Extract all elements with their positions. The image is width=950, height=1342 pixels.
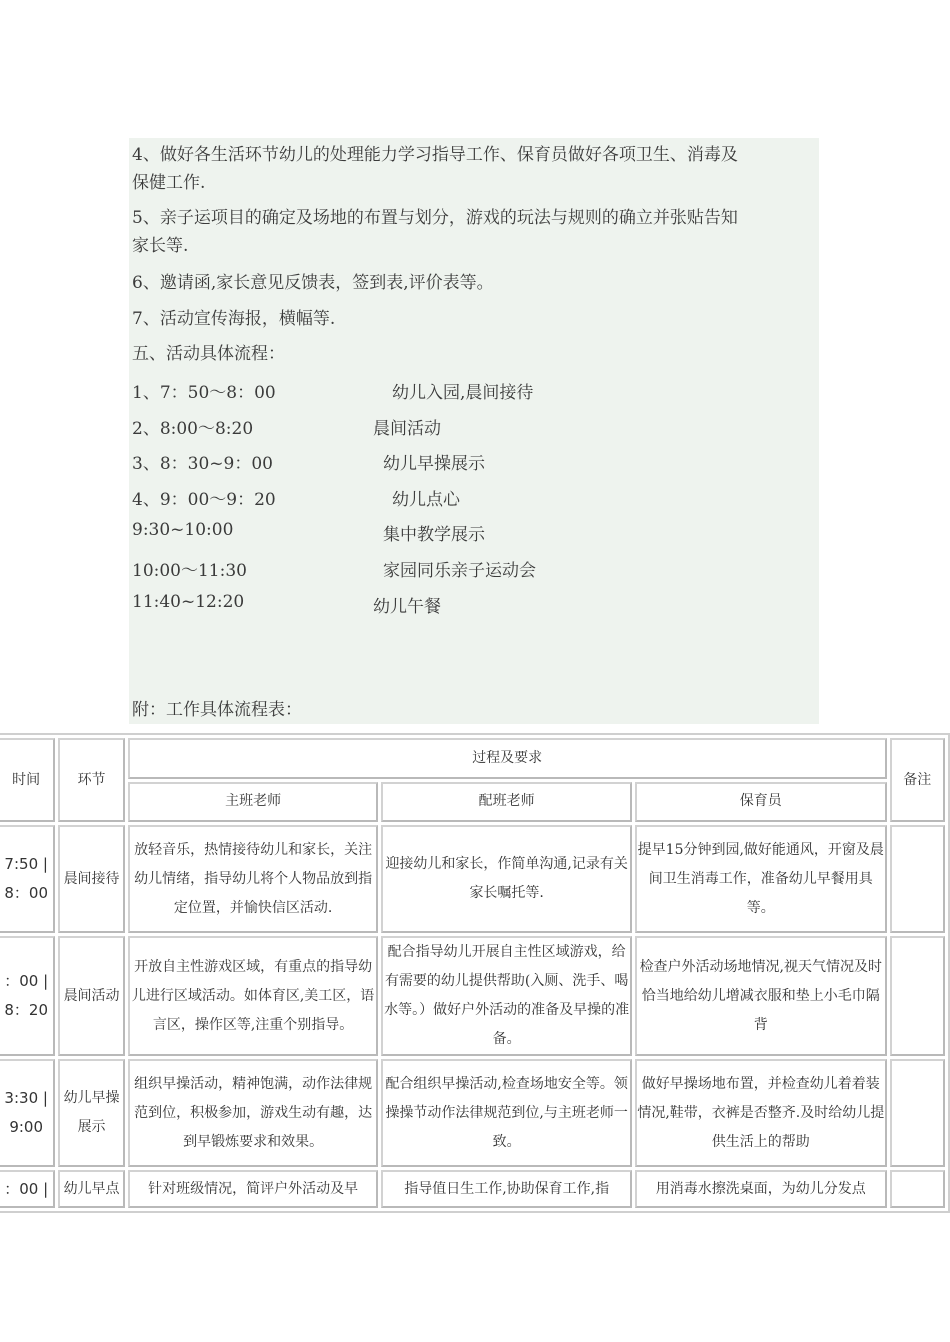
paragraph-line: 5、亲子运项目的确定及场地的布置与划分，游戏的玩法与规则的确立并张贴告知 xyxy=(132,208,738,228)
paragraph-line: 7、活动宣传海报，横幅等. xyxy=(132,309,336,329)
schedule-activity: 家园同乐亲子运动会 xyxy=(383,561,536,581)
row-main-teacher: 开放自主性游戏区域，有重点的指导幼儿进行区域活动。如体育区,美工区，语言区，操作区等,注重个别指导。 xyxy=(128,936,379,1056)
row-time: 7:50 | 8：00 xyxy=(0,825,55,933)
schedule-time: 4、9：00～9：20 xyxy=(132,490,276,510)
row-time: 3:30 | 9:00 xyxy=(0,1059,55,1167)
section-heading: 五、活动具体流程： xyxy=(132,344,285,364)
header-remark: 备注 xyxy=(890,738,945,822)
schedule-time: 3、8：30~9：00 xyxy=(132,454,273,474)
table-subheader-row xyxy=(0,782,945,823)
schedule-activity: 幼儿点心 xyxy=(392,490,460,510)
schedule-time: 11:40~12:20 xyxy=(132,592,245,612)
row-remark xyxy=(890,1059,945,1167)
document-text-block xyxy=(129,138,819,724)
paragraph-line: 家长等. xyxy=(132,236,189,256)
row-assist-teacher: 迎接幼儿和家长，作简单沟通,记录有关家长嘱托等. xyxy=(381,825,632,933)
paragraph-line: 4、做好各生活环节幼儿的处理能力学习指导工作、保育员做好各项卫生、消毒及 xyxy=(132,145,738,165)
schedule-activity: 幼儿早操展示 xyxy=(383,454,485,474)
row-main-teacher: 组织早操活动，精神饱满，动作法律规范到位，积极参加，游戏生动有趣，达到早锻炼要求和效果。 xyxy=(128,1059,379,1167)
header-caregiver: 保育员 xyxy=(635,782,887,823)
schedule-activity: 集中教学展示 xyxy=(383,525,485,545)
paragraph-line: 6、邀请函,家长意见反馈表，签到表,评价表等。 xyxy=(132,273,494,293)
row-stage: 晨间活动 xyxy=(58,936,124,1056)
table-header-row xyxy=(0,738,945,779)
paragraph-line: 保健工作. xyxy=(132,173,206,193)
header-stage: 环节 xyxy=(58,738,124,822)
row-stage: 幼儿早点 xyxy=(58,1170,124,1208)
row-caregiver: 用消毒水擦洗桌面，为幼儿分发点 xyxy=(635,1170,887,1208)
header-process: 过程及要求 xyxy=(128,738,887,779)
table-row xyxy=(0,1059,945,1167)
schedule-activity: 幼儿午餐 xyxy=(373,597,441,617)
schedule-time: 1、7：50～8：00 xyxy=(132,383,276,403)
row-remark xyxy=(890,825,945,933)
row-assist-teacher: 配合组织早操活动,检查场地安全等。领操操节动作法律规范到位,与主班老师一致。 xyxy=(381,1059,632,1167)
header-assist-teacher: 配班老师 xyxy=(381,782,632,823)
header-time: 时间 xyxy=(0,738,55,822)
schedule-activity: 晨间活动 xyxy=(373,419,441,439)
row-time: ：00 | xyxy=(0,1170,55,1208)
row-stage: 幼儿早操展示 xyxy=(58,1059,124,1167)
row-assist-teacher: 指导值日生工作,协助保育工作,指 xyxy=(381,1170,632,1208)
row-main-teacher: 放轻音乐，热情接待幼儿和家长，关注幼儿情绪，指导幼儿将个人物品放到指定位置，并愉快信区活动. xyxy=(128,825,379,933)
appendix-heading: 附：工作具体流程表： xyxy=(132,700,302,720)
schedule-time: 2、8:00～8:20 xyxy=(132,419,254,439)
row-remark xyxy=(890,1170,945,1208)
row-caregiver: 提早15分钟到园,做好能通风，开窗及晨间卫生消毒工作，准备幼儿早餐用具等。 xyxy=(635,825,887,933)
header-main-teacher: 主班老师 xyxy=(128,782,379,823)
table-row xyxy=(0,936,945,1056)
row-caregiver: 检查户外活动场地情况,视天气情况及时恰当地给幼儿增减衣服和垫上小毛巾隔背 xyxy=(635,936,887,1056)
schedule-time: 9:30~10:00 xyxy=(132,520,234,540)
row-caregiver: 做好早操场地布置，并检查幼儿着着装情况,鞋带，衣裤是否整齐.及时给幼儿提供生活上的帮助 xyxy=(635,1059,887,1167)
row-assist-teacher: 配合指导幼儿开展自主性区域游戏，给有需要的幼儿提供帮助(入厕、洗手、喝水等。）做好户外活动的准备及早操的准备。 xyxy=(381,936,632,1056)
table-row xyxy=(0,1170,945,1208)
table-row xyxy=(0,825,945,933)
schedule-activity: 幼儿入园,晨间接待 xyxy=(392,383,534,403)
row-time: ：00 | 8：20 xyxy=(0,936,55,1056)
row-remark xyxy=(890,936,945,1056)
row-main-teacher: 针对班级情况，简评户外活动及早 xyxy=(128,1170,379,1208)
schedule-time: 10:00～11:30 xyxy=(132,561,247,581)
workflow-table xyxy=(0,733,950,1213)
row-stage: 晨间接待 xyxy=(58,825,124,933)
